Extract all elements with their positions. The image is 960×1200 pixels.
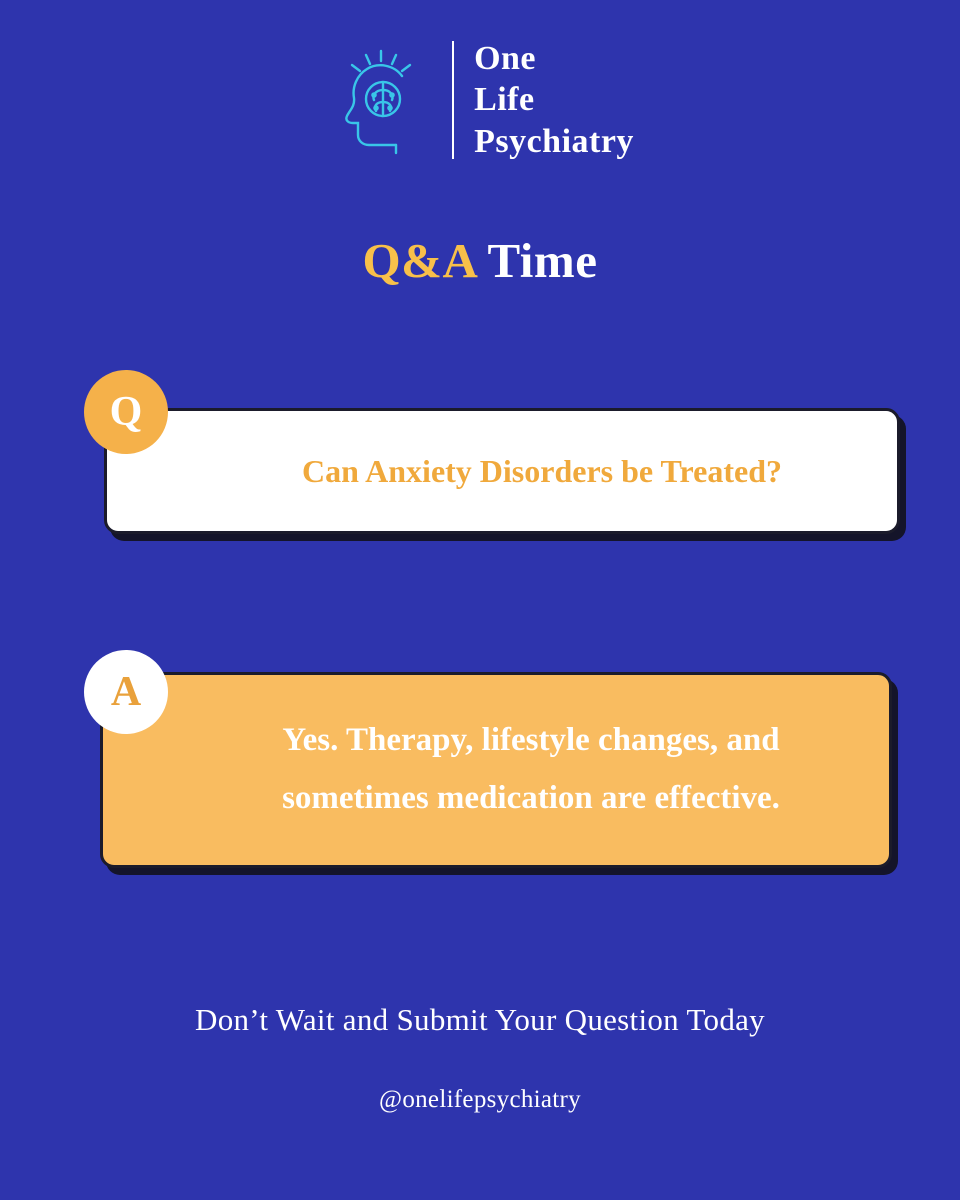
- answer-text: Yes. Therapy, lifestyle changes, and sometimes medication are effective.: [282, 722, 780, 816]
- page-title: [0, 232, 960, 289]
- logo-divider: [452, 41, 454, 159]
- brand-name-line-2: Life: [474, 81, 535, 119]
- brand-logo: [0, 30, 960, 170]
- brand-name-line-3: Psychiatry: [474, 122, 634, 160]
- answer-card: [100, 672, 892, 868]
- head-brain-lightbulb-icon: [326, 40, 446, 160]
- question-card: [104, 408, 900, 534]
- brand-name-line-1: One: [474, 39, 537, 77]
- page-title-rest: Time: [475, 233, 598, 288]
- question-badge: Q: [84, 370, 168, 454]
- brand-name: [474, 38, 634, 162]
- page-title-accent: Q&A: [362, 233, 476, 288]
- cta-text: Don’t Wait and Submit Your Question Today: [195, 1002, 765, 1037]
- answer-badge: A: [84, 650, 168, 734]
- question-text: Can Anxiety Disorders be Treated?: [302, 452, 782, 489]
- social-handle: @onelifepsychiatry: [379, 1086, 581, 1113]
